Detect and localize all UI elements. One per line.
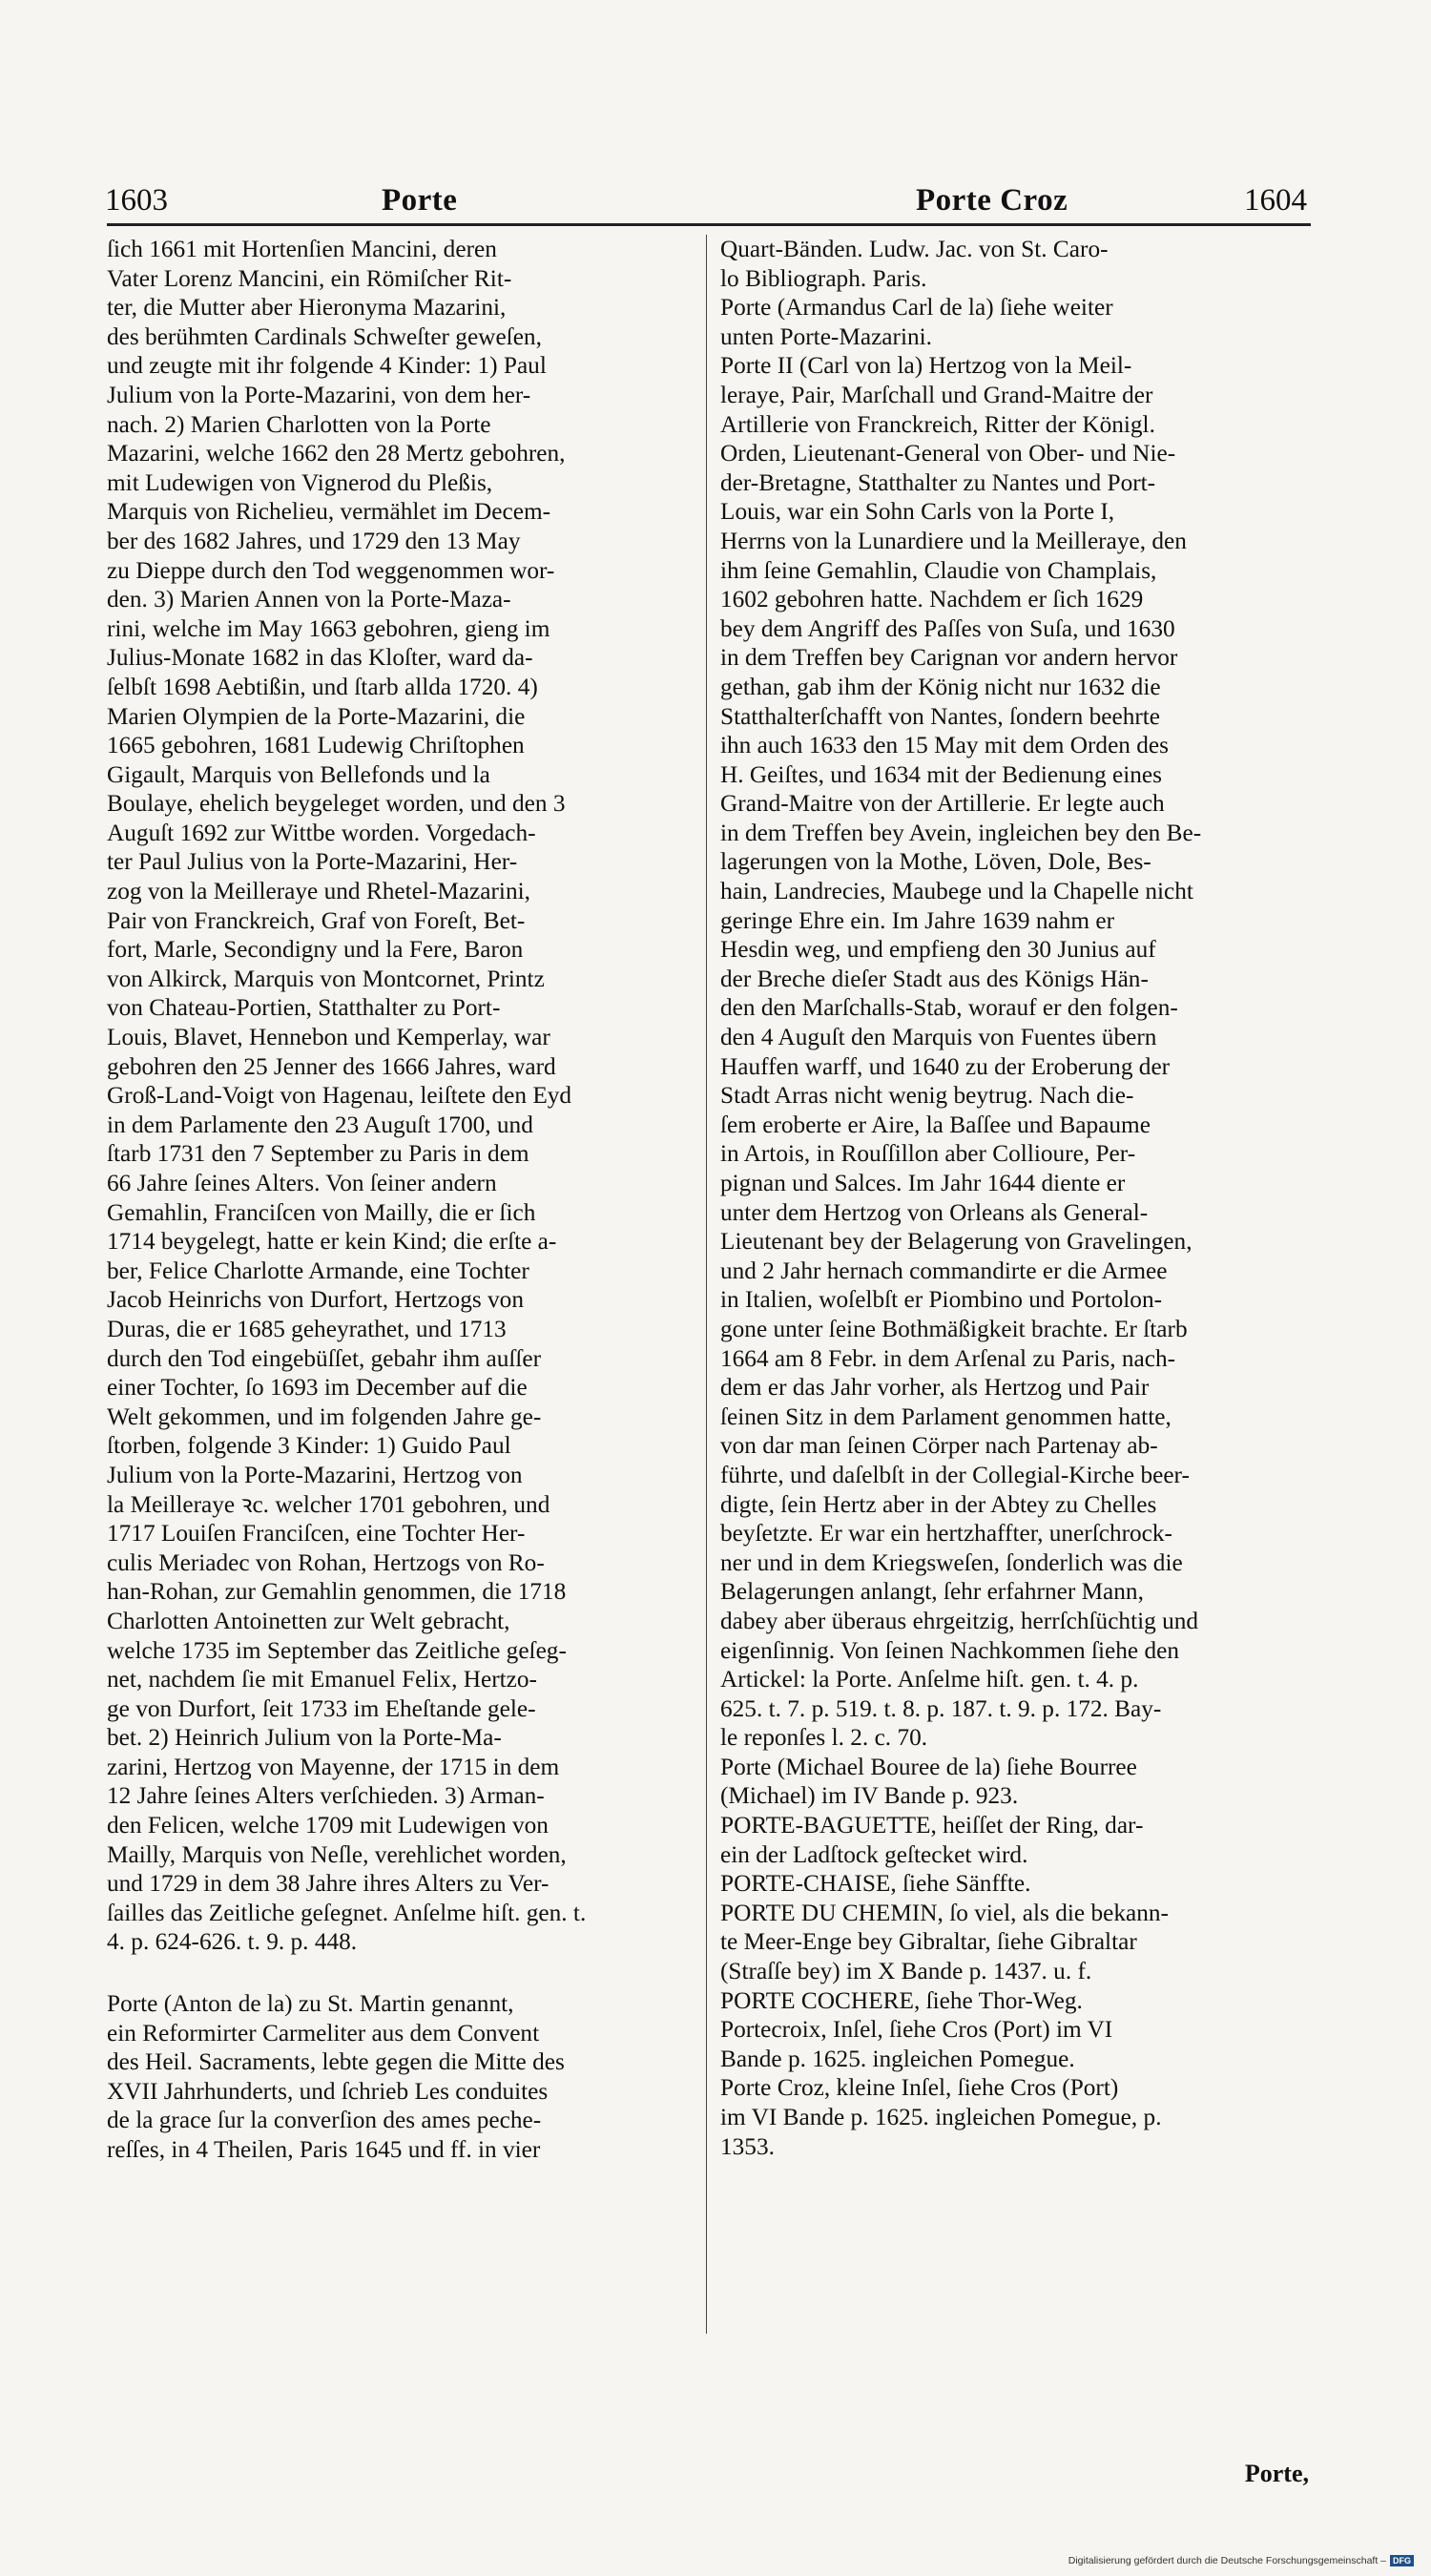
text-line: ber, Felice Charlotte Armande, eine Tochter: [107, 1257, 529, 1284]
text-line: Hesdin weg, und empfieng den 30 Junius auf: [720, 936, 1156, 964]
header-keyword-right: Porte Croz: [916, 183, 1068, 218]
text-line: Gigault, Marquis von Bellefonds und la: [107, 760, 490, 788]
text-line: Julius-Monate 1682 in das Kloſter, ward da-: [107, 644, 533, 672]
text-line: Jacob Heinrichs von Durfort, Hertzogs von: [107, 1286, 524, 1314]
text-line: 625. t. 7. p. 519. t. 8. p. 187. t. 9. p. 172. Bay-: [720, 1694, 1162, 1722]
text-line: unter dem Hertzog von Orleans als General-: [720, 1198, 1149, 1226]
text-line: lo Bibliograph. Paris.: [720, 264, 927, 292]
text-line: ge von Durfort, ſeit 1733 im Eheſtande gele-: [107, 1694, 536, 1722]
text-line: den 4 Auguſt den Marquis von Fuentes übern: [720, 1024, 1157, 1051]
text-line: und zeugte mit ihr folgende 4 Kinder: 1) Paul: [107, 352, 547, 380]
text-line: 1665 gebohren, 1681 Ludewig Chriſtophen: [107, 732, 525, 759]
text-line: Duras, die er 1685 geheyrathet, und 1713: [107, 1315, 507, 1342]
text-line: von dar man ſeinen Cörper nach Partenay ab-: [720, 1432, 1158, 1460]
text-line: Charlotten Antoinetten zur Welt gebracht,: [107, 1607, 510, 1634]
page-number-left: 1603: [105, 183, 168, 218]
text-line: 66 Jahre ſeines Alters. Von ſeiner andern: [107, 1170, 497, 1196]
text-line: 1717 Louiſen Franciſcen, eine Tochter Her-: [107, 1520, 526, 1548]
text-line: Marien Olympien de la Porte-Mazarini, die: [107, 702, 526, 730]
text-line: le reponſes l. 2. c. 70.: [720, 1724, 928, 1752]
text-line: gethan, gab ihm der König nicht nur 1632 die: [720, 673, 1161, 700]
text-line: de la grace ſur la converſion des ames peche-: [107, 2107, 542, 2134]
text-line: Boulaye, ehelich beygeleget worden, und den 3: [107, 790, 566, 818]
text-line: Julium von la Porte-Mazarini, Hertzog von: [107, 1461, 523, 1488]
text-line: 1602 gebohren hatte. Nachdem er ſich 1629: [720, 586, 1144, 613]
text-line: Louis, war ein Sohn Carls von la Porte I,: [720, 498, 1115, 526]
text-line: zog von la Meilleraye und Rhetel-Mazarini,: [107, 878, 530, 905]
text-line: Louis, Blavet, Hennebon und Kemperlay, war: [107, 1024, 550, 1051]
text-line: fort, Marle, Secondigny und la Fere, Baron: [107, 936, 524, 964]
text-line: PORTE-BAGUETTE, heiſſet der Ring, dar-: [720, 1812, 1144, 1839]
text-line: net, nachdem ſie mit Emanuel Felix, Hertzo-: [107, 1666, 537, 1693]
text-line: ein der Ladſtock geſtecket wird.: [720, 1840, 1028, 1868]
text-line: te Meer-Enge bey Gibraltar, ſiehe Gibraltar: [720, 1928, 1137, 1956]
text-line: Grand-Maitre von der Artillerie. Er legte auch: [720, 790, 1165, 818]
text-line: und 1729 in dem 38 Jahre ihres Alters zu Ver-: [107, 1870, 550, 1898]
text-line: Quart-Bänden. Ludw. Jac. von St. Caro-: [720, 236, 1109, 262]
text-line: ſtarb 1731 den 7 September zu Paris in dem: [107, 1140, 529, 1168]
text-line: mit Ludewigen von Vignerod du Pleßis,: [107, 468, 493, 496]
text-line: Porte (Armandus Carl de la) ſiehe weiter: [720, 294, 1113, 322]
header-keyword-left: Porte: [382, 183, 458, 218]
text-line: Porte (Anton de la) zu St. Martin genannt,: [107, 1990, 514, 2018]
text-line: von Alkirck, Marquis von Montcornet, Printz: [107, 965, 545, 992]
text-line: in Artois, in Rouſſillon aber Collioure, Per-: [720, 1140, 1136, 1168]
text-line: in dem Parlamente den 23 Auguſt 1700, und: [107, 1111, 533, 1138]
text-line: im VI Bande p. 1625. ingleichen Pomegue, p.: [720, 2104, 1162, 2130]
text-line: bet. 2) Heinrich Julium von la Porte-Ma-: [107, 1724, 502, 1752]
text-line: hain, Landrecies, Maubege und la Chapelle nicht: [720, 878, 1193, 905]
text-line: Vater Lorenz Mancini, ein Römiſcher Rit-: [107, 264, 512, 292]
text-line: lagerungen von la Mothe, Löven, Dole, Bes-: [720, 848, 1151, 876]
text-line: 1714 beygelegt, hatte er kein Kind; die erſte a-: [107, 1228, 557, 1256]
text-line: ſelbſt 1698 Aebtißin, und ſtarb allda 1720. 4): [107, 673, 538, 700]
text-line: H. Geiſtes, und 1634 mit der Bedienung eines: [720, 760, 1162, 788]
text-line: Mailly, Marquis von Neſle, verehlichet worden,: [107, 1840, 567, 1868]
text-line: beyſetzte. Er war ein hertzhaffter, unerſchrock-: [720, 1520, 1172, 1548]
text-line: reſſes, in 4 Theilen, Paris 1645 und ff. in vier: [107, 2136, 541, 2163]
text-line: von Chateau-Portien, Statthalter zu Port-: [107, 994, 501, 1022]
text-line: Porte (Michael Bouree de la) ſiehe Bourree: [720, 1753, 1137, 1780]
text-line: den Felicen, welche 1709 mit Ludewigen von: [107, 1812, 549, 1839]
text-line: ter Paul Julius von la Porte-Mazarini, Her-: [107, 848, 518, 876]
text-line: la Meilleraye ꝛc. welcher 1701 gebohren, und: [107, 1490, 550, 1518]
text-line: bey dem Angriff des Paſſes von Suſa, und 1630: [720, 614, 1175, 642]
text-line: PORTE-CHAISE, ſiehe Sänffte.: [720, 1870, 1031, 1898]
footer-text: Digitalisierung gefördert durch die Deutsche Forschungsgemeinschaft –: [1068, 2555, 1386, 2566]
text-line: ſailles das Zeitliche geſegnet. Anſelme hiſt. gen. t.: [107, 1899, 587, 1926]
left-text-column: [107, 235, 698, 2165]
text-line: Gemahlin, Franciſcen von Mailly, die er ſich: [107, 1198, 536, 1226]
text-line: ſeinen Sitz in dem Parlament genommen hatte,: [720, 1402, 1172, 1430]
text-line: Artickel: la Porte. Anſelme hiſt. gen. t. 4. p.: [720, 1666, 1139, 1693]
paragraph-gap: [107, 1957, 698, 1989]
text-line: Pair von Franckreich, Graf von Foreſt, Bet-: [107, 906, 526, 934]
text-line: rini, welche im May 1663 gebohren, gieng im: [107, 614, 550, 642]
page-number-right: 1604: [1244, 183, 1307, 218]
text-line: dabey aber überaus ehrgeitzig, herrſchſüchtig und: [720, 1607, 1199, 1634]
text-line: des Heil. Sacraments, lebte gegen die Mitte des: [107, 2048, 565, 2076]
text-line: in dem Treffen bey Carignan vor andern hervor: [720, 644, 1178, 672]
text-line: Belagerungen anlangt, ſehr erfahrner Mann,: [720, 1578, 1144, 1606]
text-line: 12 Jahre ſeines Alters verſchieden. 3) Arman-: [107, 1782, 545, 1810]
text-line: des berühmten Cardinals Schweſter geweſen,: [107, 322, 542, 350]
text-line: Marquis von Richelieu, vermählet im Decem-: [107, 498, 551, 526]
text-line: in Italien, woſelbſt er Piombino und Portolon-: [720, 1286, 1163, 1314]
text-line: ber des 1682 Jahres, und 1729 den 13 May: [107, 527, 521, 554]
text-line: zarini, Hertzog von Mayenne, der 1715 in dem: [107, 1753, 560, 1780]
right-text-column: [720, 235, 1309, 2161]
text-line: Herrns von la Lunardiere und la Meilleraye, den: [720, 527, 1187, 554]
text-line: Lieutenant bey der Belagerung von Gravelingen,: [720, 1228, 1192, 1256]
text-line: unten Porte-Mazarini.: [720, 322, 932, 350]
text-line: Groß-Land-Voigt von Hagenau, leiſtete den Eyd: [107, 1082, 572, 1110]
text-line: Stadt Arras nicht wenig beytrug. Nach die-: [720, 1082, 1134, 1110]
text-line: ihm ſeine Gemahlin, Claudie von Champlais,: [720, 556, 1157, 584]
text-line: gebohren den 25 Jenner des 1666 Jahres, ward: [107, 1052, 556, 1080]
text-line: pignan und Salces. Im Jahr 1644 diente er: [720, 1170, 1126, 1196]
text-line: einer Tochter, ſo 1693 im December auf die: [107, 1374, 528, 1402]
text-line: XVII Jahrhunderts, und ſchrieb Les conduites: [107, 2077, 549, 2105]
running-header: [105, 181, 1307, 219]
text-line: Bande p. 1625. ingleichen Pomegue.: [720, 2045, 1075, 2072]
text-line: und 2 Jahr hernach commandirte er die Armee: [720, 1257, 1168, 1284]
text-line: Hauffen warff, und 1640 zu der Eroberung der: [720, 1052, 1171, 1080]
text-line: Julium von la Porte-Mazarini, von dem her-: [107, 381, 531, 408]
text-line: 1353.: [720, 2132, 775, 2160]
text-line: gone unter ſeine Bothmäßigkeit brachte. Er ſtarb: [720, 1315, 1188, 1342]
text-line: Auguſt 1692 zur Wittbe worden. Vorgedach-: [107, 819, 536, 846]
text-line: 1664 am 8 Febr. in dem Arſenal zu Paris, nach-: [720, 1344, 1176, 1372]
text-line: der Breche dieſer Stadt aus des Königs Hän-: [720, 965, 1149, 992]
text-line: PORTE DU CHEMIN, ſo viel, als die bekann-: [720, 1899, 1169, 1926]
text-line: culis Meriadec von Rohan, Hertzogs von Ro-: [107, 1548, 545, 1576]
text-line: den den Marſchalls-Stab, worauf er den folgen-: [720, 994, 1178, 1022]
text-line: ein Reformirter Carmeliter aus dem Convent: [107, 2019, 540, 2046]
header-rule: [107, 223, 1311, 226]
text-line: Mazarini, welche 1662 den 28 Mertz gebohren,: [107, 440, 566, 467]
text-line: welche 1735 im September das Zeitliche geſeg-: [107, 1636, 567, 1664]
text-line: dem er das Jahr vorher, als Hertzog und Pair: [720, 1374, 1150, 1402]
text-line: leraye, Pair, Marſchall und Grand-Maitre der: [720, 381, 1153, 408]
text-line: führte, und daſelbſt in der Collegial-Kirche beer-: [720, 1461, 1190, 1488]
text-line: Porte II (Carl von la) Hertzog von la Meil-: [720, 352, 1132, 380]
text-line: Artillerie von Franckreich, Ritter der Königl.: [720, 410, 1155, 438]
column-divider: [706, 235, 707, 2334]
text-line: in dem Treffen bey Avein, ingleichen bey den Be-: [720, 819, 1202, 846]
text-line: zu Dieppe durch den Tod weggenommen wor-: [107, 556, 555, 584]
text-line: den. 3) Marien Annen von la Porte-Maza-: [107, 586, 511, 613]
text-line: ſich 1661 mit Hortenſien Mancini, deren: [107, 236, 497, 262]
text-line: Portecroix, Inſel, ſiehe Cros (Port) im VI: [720, 2016, 1113, 2044]
text-line: Welt gekommen, und im folgenden Jahre ge-: [107, 1402, 542, 1430]
text-line: Porte Croz, kleine Inſel, ſiehe Cros (Port): [720, 2074, 1119, 2102]
catchword: Porte,: [1244, 2460, 1309, 2487]
text-line: geringe Ehre ein. Im Jahre 1639 nahm er: [720, 906, 1115, 934]
text-line: (Straſſe bey) im X Bande p. 1437. u. f.: [720, 1958, 1092, 1985]
text-line: Orden, Lieutenant-General von Ober- und Nie-: [720, 440, 1176, 467]
text-line: ſem eroberte er Aire, la Baſſee und Bapaume: [720, 1111, 1151, 1138]
text-line: Statthalterſchafft von Nantes, ſondern beehrte: [720, 702, 1161, 730]
text-line: PORTE COCHERE, ſiehe Thor-Weg.: [720, 1986, 1083, 2014]
text-line: (Michael) im IV Bande p. 923.: [720, 1782, 1019, 1810]
text-line: ihn auch 1633 den 15 May mit dem Orden des: [720, 732, 1170, 759]
text-line: digte, ſein Hertz aber in der Abtey zu Chelles: [720, 1490, 1157, 1518]
text-line: eigenſinnig. Von ſeinen Nachkommen ſiehe den: [720, 1636, 1179, 1664]
text-line: ter, die Mutter aber Hieronyma Mazarini,: [107, 294, 507, 322]
text-line: han-Rohan, zur Gemahlin genommen, die 1718: [107, 1578, 567, 1606]
text-line: der-Bretagne, Statthalter zu Nantes und Port-: [720, 468, 1156, 496]
text-line: durch den Tod eingebüſſet, gebahr ihm auſſer: [107, 1344, 542, 1372]
digitization-footer: [1068, 2555, 1414, 2566]
text-line: nach. 2) Marien Charlotten von la Porte: [107, 410, 491, 438]
text-line: ner und in dem Kriegsweſen, ſonderlich was die: [720, 1548, 1183, 1576]
dfg-logo: DFG: [1390, 2555, 1414, 2566]
text-line: 4. p. 624-626. t. 9. p. 448.: [107, 1928, 358, 1956]
text-line: ſtorben, folgende 3 Kinder: 1) Guido Paul: [107, 1432, 511, 1460]
